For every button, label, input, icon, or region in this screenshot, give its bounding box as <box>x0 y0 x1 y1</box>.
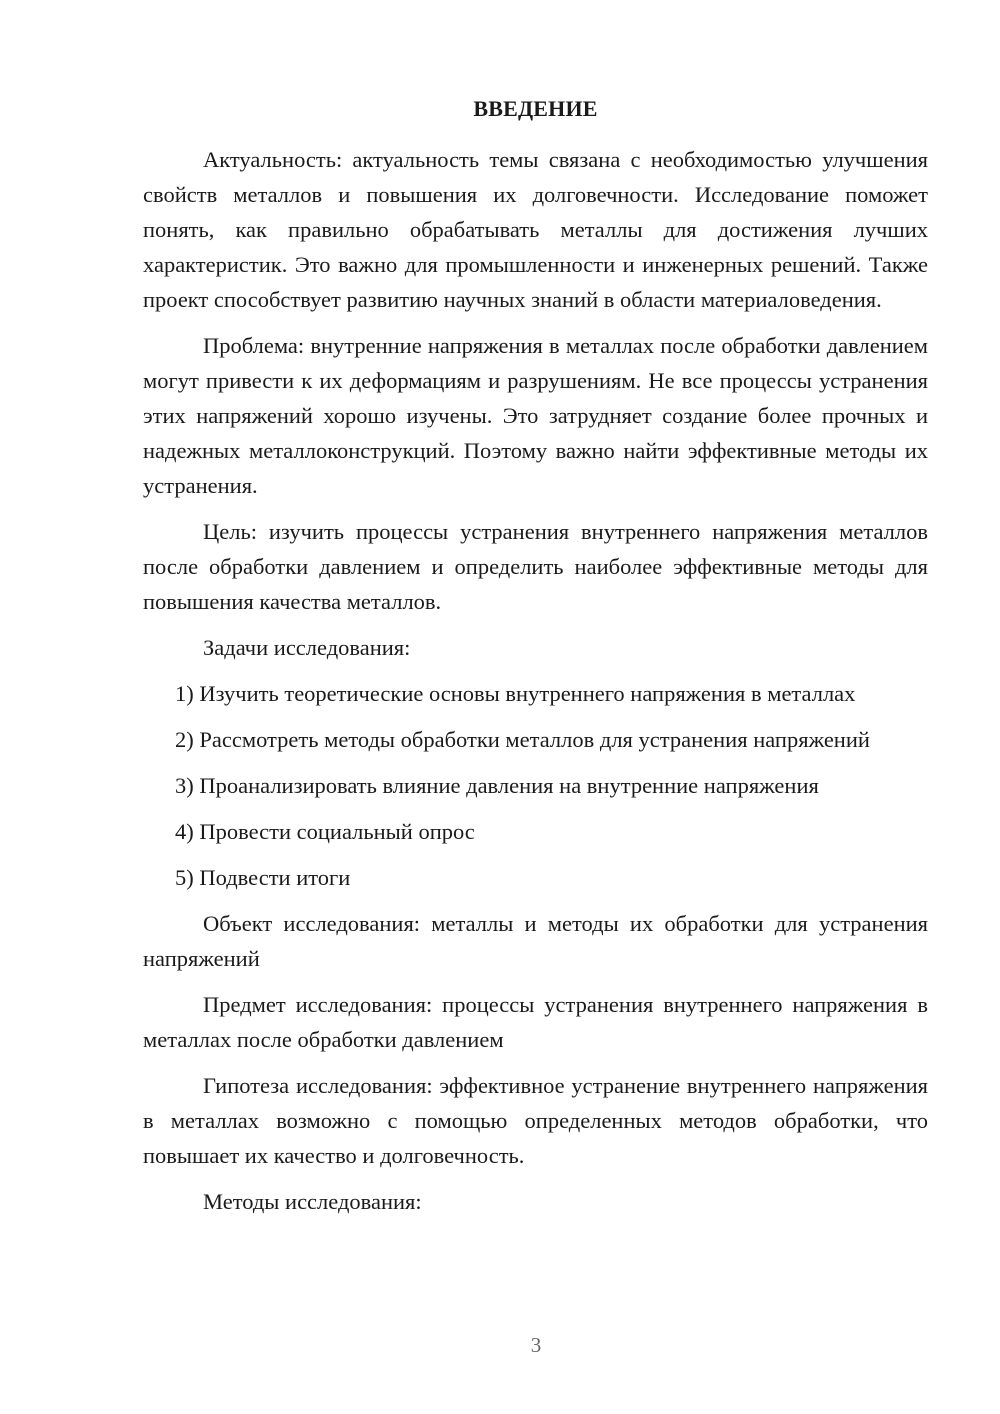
research-object-paragraph: Объект исследования: металлы и методы их обработки для устранения напряжений <box>143 911 928 971</box>
document-page <box>143 94 928 1230</box>
problem-paragraph: Проблема: внутренние напряжения в металлах после обработки давлением могут привести к их деформациям и разрушениям. Не все процессы устранения этих напряжений хорошо изучены. Это затрудняет создание более прочных и надежных металлоконструкций. Поэтому важно найти эффективные методы их устранения. <box>143 333 928 498</box>
task-item-3: 3) Проанализировать влияние давления на внутренние напряжения <box>175 773 819 798</box>
methods-heading: Методы исследования: <box>203 1189 422 1214</box>
hypothesis-paragraph: Гипотеза исследования: эффективное устранение внутреннего напряжения в металлах возможно с помощью определенных методов обработки, что повышает их качество и долговечность. <box>143 1073 928 1168</box>
task-item-5: 5) Подвести итоги <box>175 865 351 890</box>
relevance-paragraph: Актуальность: актуальность темы связана с необходимостью улучшения свойств металлов и повышения их долговечности. Исследование поможет понять, как правильно обрабатывать металлы для достижения лучших характеристик. Это важно для промышленности и инженерных решений. Также проект способствует развитию научных знаний в области материаловедения. <box>143 147 928 312</box>
page-number: 3 <box>530 1333 542 1357</box>
research-subject-paragraph: Предмет исследования: процессы устранения внутреннего напряжения в металлах после обработки давлением <box>143 992 928 1052</box>
task-item-2: 2) Рассмотреть методы обработки металлов для устранения напряжений <box>175 727 870 752</box>
task-item-4: 4) Провести социальный опрос <box>175 819 475 844</box>
task-item-1: 1) Изучить теоретические основы внутреннего напряжения в металлах <box>175 681 856 706</box>
document-title: ВВЕДЕНИЕ <box>473 96 598 121</box>
tasks-heading: Задачи исследования: <box>203 635 411 660</box>
goal-paragraph: Цель: изучить процессы устранения внутреннего напряжения металлов после обработки давлением и определить наиболее эффективные методы для повышения качества металлов. <box>143 519 928 614</box>
